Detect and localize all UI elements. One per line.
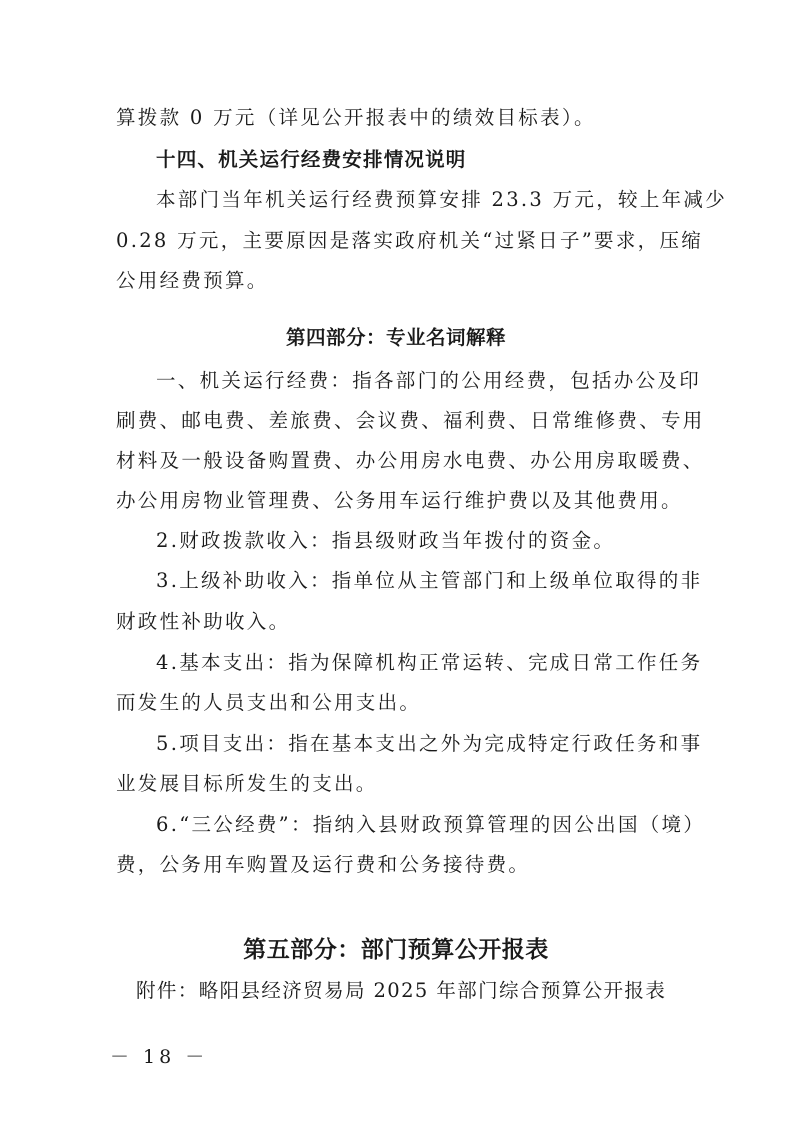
paragraph-line: 本部门当年机关运行经费预算安排 23.3 万元，较上年减少 — [156, 188, 728, 211]
paragraph-line: 6.“三公经费”：指纳入县财政预算管理的因公出国（境） — [156, 813, 706, 836]
paragraph-line: 2.财政拨款收入：指县级财政当年拨付的资金。 — [156, 529, 616, 552]
paragraph-line: 刷费、邮电费、差旅费、会议费、福利费、日常维修费、专用 — [116, 409, 705, 432]
part-five-title: 第五部分：部门预算公开报表 — [243, 936, 549, 963]
paragraph-line: 办公用房物业管理费、公务用车运行维护费以及其他费用。 — [116, 489, 683, 512]
paragraph-line: 5.项目支出：指在基本支出之外为完成特定行政任务和事 — [156, 732, 703, 755]
paragraph-line: 而发生的人员支出和公用支出。 — [116, 691, 422, 714]
paragraph-line: 4.基本支出：指为保障机构正常运转、完成日常工作任务 — [156, 651, 703, 674]
attachment-line: 附件：略阳县经济贸易局 2025 年部门综合预算公开报表 — [136, 979, 667, 1002]
paragraph-line: 0.28 万元，主要原因是落实政府机关“过紧日子”要求，压缩 — [116, 229, 704, 252]
paragraph-line: 算拨款 0 万元（详见公开报表中的绩效目标表）。 — [116, 106, 596, 129]
paragraph-line: 费，公务用车购置及运行费和公务接待费。 — [116, 853, 531, 876]
paragraph-line: 业发展目标所发生的支出。 — [116, 772, 378, 795]
paragraph-line: 材料及一般设备购置费、办公用房水电费、办公用房取暖费、 — [116, 449, 705, 472]
section-heading-14: 十四、机关运行经费安排情况说明 — [156, 148, 467, 171]
part-four-title: 第四部分：专业名词解释 — [285, 326, 506, 349]
paragraph-line: 3.上级补助收入：指单位从主管部门和上级单位取得的非 — [156, 569, 703, 592]
paragraph-line: 一、机关运行经费：指各部门的公用经费，包括办公及印 — [156, 369, 702, 392]
paragraph-line: 财政性补助收入。 — [116, 610, 291, 633]
page-number: － 18 － — [110, 1046, 209, 1068]
paragraph-line: 公用经费预算。 — [116, 269, 269, 292]
